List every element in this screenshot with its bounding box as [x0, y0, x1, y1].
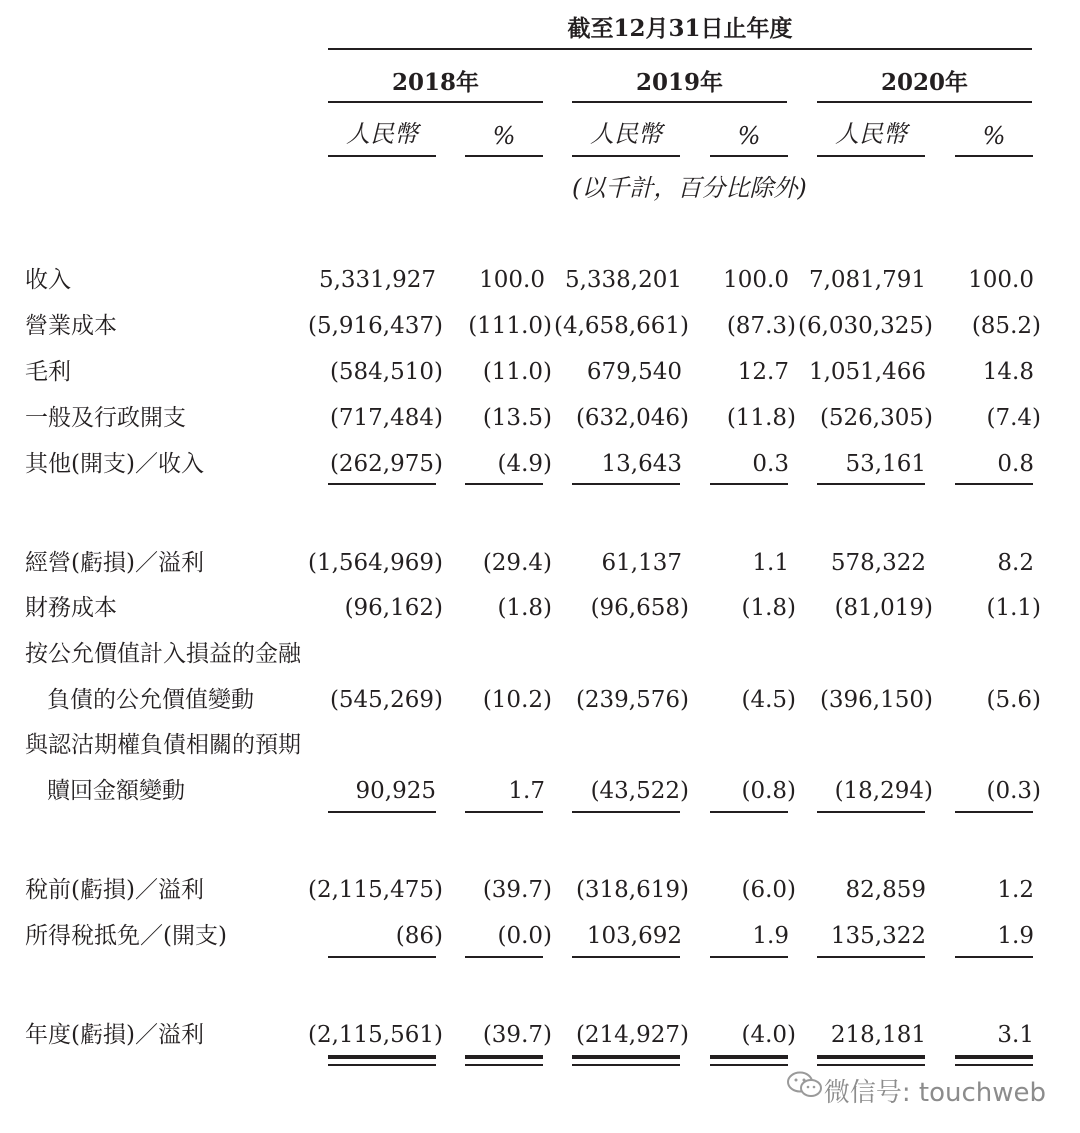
cell: 218,181 — [830, 1022, 926, 1048]
row-label: 其他(開支)／收入 — [25, 451, 204, 477]
cell: 1.7 — [508, 778, 545, 804]
cell: (717,484) — [329, 405, 443, 431]
percent-label-2019: % — [737, 122, 761, 150]
subtotal-rule — [328, 811, 436, 813]
cell: (6.0) — [741, 877, 796, 903]
units-note: (以千計，百分比除外) — [572, 174, 807, 202]
cell: (0.0) — [497, 923, 552, 949]
subtotal-rule — [710, 811, 788, 813]
cell: 82,859 — [845, 877, 926, 903]
subtotal-rule — [817, 811, 925, 813]
year-2019: 2019年 — [635, 69, 723, 96]
subtotal-rule — [465, 483, 543, 485]
subheader-rule — [328, 155, 436, 157]
cell: (13.5) — [482, 405, 552, 431]
row-label: 財務成本 — [25, 595, 117, 621]
cell: (39.7) — [482, 877, 552, 903]
subheader-rule — [817, 155, 925, 157]
cell: (96,162) — [344, 595, 443, 621]
cell: (262,975) — [329, 451, 443, 477]
cell: 0.3 — [752, 451, 789, 477]
subtotal-rule — [572, 811, 680, 813]
percent-label-2020: % — [982, 122, 1006, 150]
cell: 5,331,927 — [318, 267, 436, 293]
cell: (4.0) — [741, 1022, 796, 1048]
cell: 53,161 — [845, 451, 926, 477]
cell: 103,692 — [586, 923, 682, 949]
cell: (85.2) — [971, 313, 1041, 339]
cell: (1.8) — [741, 595, 796, 621]
row-label: 一般及行政開支 — [25, 405, 186, 431]
total-double-rule — [955, 1064, 1033, 1066]
cell: (526,305) — [819, 405, 933, 431]
row-label: 毛利 — [25, 359, 71, 385]
cell: (632,046) — [575, 405, 689, 431]
subtotal-rule — [710, 483, 788, 485]
subtotal-rule — [955, 483, 1033, 485]
subtotal-rule — [955, 811, 1033, 813]
subtotal-rule — [465, 956, 543, 958]
cell: 7,081,791 — [808, 267, 926, 293]
percent-label-2018: % — [492, 122, 516, 150]
header-rule — [328, 48, 1032, 50]
cell: 1.1 — [752, 550, 789, 576]
year-rule-2019 — [572, 101, 787, 103]
cell: 14.8 — [982, 359, 1034, 385]
year-rule-2020 — [817, 101, 1032, 103]
cell: (4,658,661) — [553, 313, 689, 339]
cell: 0.8 — [997, 451, 1034, 477]
cell: 1,051,466 — [808, 359, 926, 385]
cell: 8.2 — [997, 550, 1034, 576]
row-label: 與認沽期權負債相關的預期 — [25, 732, 301, 758]
row-label: 所得稅抵免／(開支) — [25, 923, 227, 949]
cell: (11.0) — [482, 359, 552, 385]
cell: (6,030,325) — [797, 313, 933, 339]
subtotal-rule — [465, 811, 543, 813]
subheader-rule — [465, 155, 543, 157]
row-label-continued: 贖回金額變動 — [47, 778, 185, 804]
subtotal-rule — [572, 483, 680, 485]
total-double-rule — [328, 1064, 436, 1066]
cell: 1.2 — [997, 877, 1034, 903]
total-double-rule — [572, 1064, 680, 1066]
cell: 3.1 — [997, 1022, 1034, 1048]
total-double-rule — [817, 1064, 925, 1066]
subtotal-rule — [572, 956, 680, 958]
cell: 90,925 — [355, 778, 436, 804]
cell: (239,576) — [575, 687, 689, 713]
cell: (396,150) — [819, 687, 933, 713]
cell: (2,115,561) — [307, 1022, 443, 1048]
cell: (39.7) — [482, 1022, 552, 1048]
cell: (81,019) — [834, 595, 933, 621]
subtotal-rule — [817, 956, 925, 958]
cell: (87.3) — [726, 313, 796, 339]
total-double-rule — [955, 1055, 1033, 1059]
cell: 5,338,201 — [564, 267, 682, 293]
total-double-rule — [572, 1055, 680, 1059]
cell: 100.0 — [968, 267, 1034, 293]
total-double-rule — [710, 1055, 788, 1059]
row-label: 稅前(虧損)／溢利 — [25, 877, 204, 903]
currency-label-2018: 人民幣 — [346, 120, 418, 148]
cell: 100.0 — [479, 267, 545, 293]
cell: (86) — [395, 923, 443, 949]
currency-label-2019: 人民幣 — [590, 120, 662, 148]
cell: 578,322 — [830, 550, 926, 576]
cell: (584,510) — [329, 359, 443, 385]
period-title: 截至12月31日止年度 — [567, 15, 793, 42]
row-label: 收入 — [25, 267, 71, 293]
cell: (2,115,475) — [307, 877, 443, 903]
row-label: 按公允價值計入損益的金融 — [25, 641, 301, 667]
cell: 679,540 — [586, 359, 682, 385]
subheader-rule — [710, 155, 788, 157]
row-label: 經營(虧損)／溢利 — [25, 550, 204, 576]
cell: (1.1) — [986, 595, 1041, 621]
cell: (4.9) — [497, 451, 552, 477]
cell: (5.6) — [986, 687, 1041, 713]
total-double-rule — [328, 1055, 436, 1059]
cell: 135,322 — [830, 923, 926, 949]
subtotal-rule — [328, 483, 436, 485]
wechat-icon — [785, 1070, 825, 1100]
watermark-text: 微信号: touchweb — [823, 1078, 1046, 1108]
cell: (4.5) — [741, 687, 796, 713]
subtotal-rule — [955, 956, 1033, 958]
cell: (0.3) — [986, 778, 1041, 804]
cell: (318,619) — [575, 877, 689, 903]
cell: (10.2) — [482, 687, 552, 713]
cell: (111.0) — [468, 313, 552, 339]
currency-label-2020: 人民幣 — [835, 120, 907, 148]
cell: 12.7 — [737, 359, 789, 385]
subheader-rule — [572, 155, 680, 157]
cell: (29.4) — [482, 550, 552, 576]
total-double-rule — [465, 1064, 543, 1066]
cell: (0.8) — [741, 778, 796, 804]
row-label: 營業成本 — [25, 313, 117, 339]
subheader-rule — [955, 155, 1033, 157]
year-2018: 2018年 — [391, 69, 479, 96]
cell: 13,643 — [601, 451, 682, 477]
cell: (1,564,969) — [307, 550, 443, 576]
year-rule-2018 — [328, 101, 543, 103]
cell: (43,522) — [590, 778, 689, 804]
cell: (18,294) — [834, 778, 933, 804]
year-2020: 2020年 — [880, 69, 968, 96]
subtotal-rule — [710, 956, 788, 958]
total-double-rule — [817, 1055, 925, 1059]
cell: 1.9 — [752, 923, 789, 949]
row-label: 年度(虧損)／溢利 — [25, 1022, 204, 1048]
subtotal-rule — [328, 956, 436, 958]
cell: (5,916,437) — [307, 313, 443, 339]
cell: (96,658) — [590, 595, 689, 621]
subtotal-rule — [817, 483, 925, 485]
cell: 61,137 — [601, 550, 682, 576]
cell: (1.8) — [497, 595, 552, 621]
row-label-continued: 負債的公允價值變動 — [47, 687, 254, 713]
cell: (11.8) — [726, 405, 796, 431]
total-double-rule — [465, 1055, 543, 1059]
cell: 100.0 — [723, 267, 789, 293]
cell: (545,269) — [329, 687, 443, 713]
total-double-rule — [710, 1064, 788, 1066]
cell: 1.9 — [997, 923, 1034, 949]
cell: (7.4) — [986, 405, 1041, 431]
cell: (214,927) — [575, 1022, 689, 1048]
